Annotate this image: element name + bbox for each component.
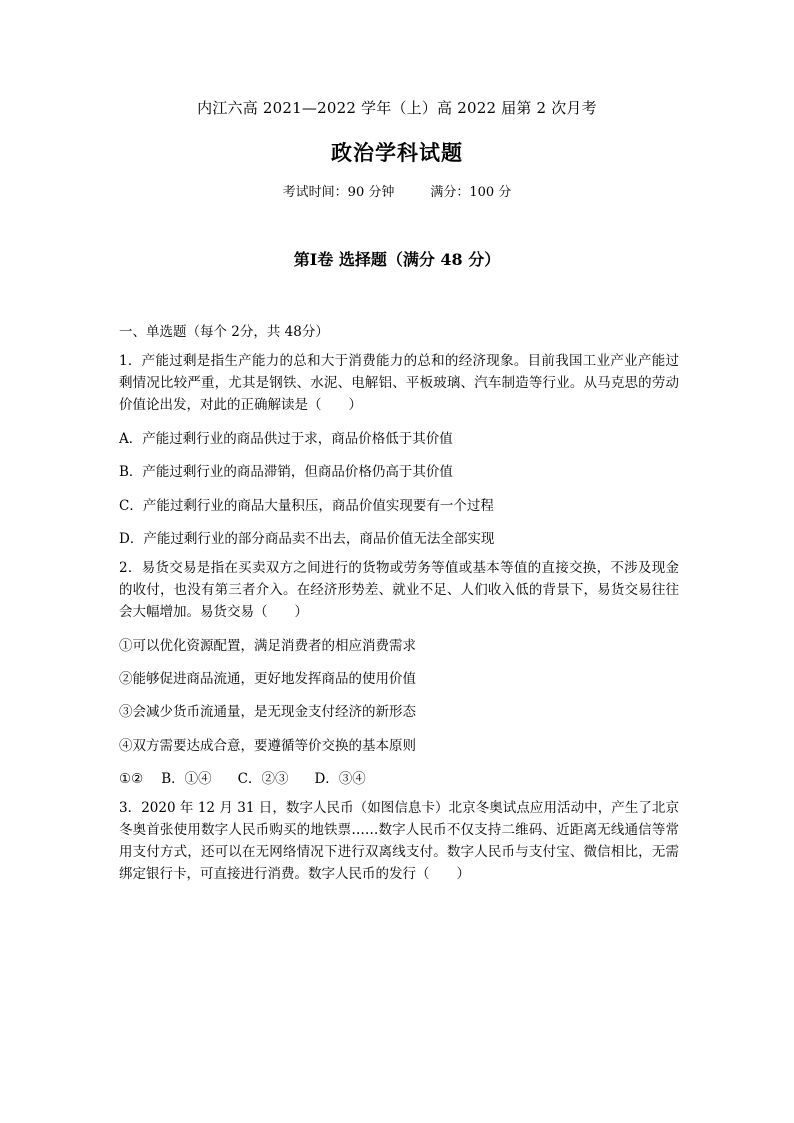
question-2-choice-a: ①② <box>119 771 144 787</box>
question-1-option-b: B．产能过剩行业的商品滞销，但商品价格仍高于其价值 <box>119 464 453 480</box>
question-2-choice-c: C．②③ <box>237 771 289 787</box>
question-1-option-a: A．产能过剩行业的商品供过于求，商品价格低于其价值 <box>119 431 453 447</box>
exam-full-score: 满分：100 分 <box>430 185 512 200</box>
question-1-option-d: D．产能过剩行业的部分商品卖不出去，商品价值无法全部实现 <box>119 531 495 547</box>
question-3-stem: 3．2020 年 12 月 31 日，数字人民币（如图信息卡）北京冬奥试点应用活动中，产生了北京冬奥首张使用数字人民币购买的地铁票……数字人民币不仅支持二维码、近距离无线通信等常用支付方式，还可以在无网络情况下进行双离线支付。数字人民币与支付宝、微信相比，无需绑定银行卡，可直接进行消费。数字人民币的发行（ ） <box>119 800 679 882</box>
question-1-option-c: C．产能过剩行业的商品大量积压，商品价值实现要有一个过程 <box>119 498 494 514</box>
question-2-choice-b: B．①④ <box>161 771 212 787</box>
exam-info <box>0 181 794 200</box>
question-2-statement-3: ③会减少货币流通量，是无现金支付经济的新形态 <box>119 704 416 720</box>
subject-title: 政治学科试题 <box>331 140 463 165</box>
exam-header-line: 内江六高 2021—2022 学年（上）高 2022 届第 2 次月考 <box>197 99 597 117</box>
question-1-stem: 1．产能过剩是指生产能力的总和大于消费能力的总和的经济现象。目前我国工业产业产能过剩情况比较严重，尤其是钢铁、水泥、电解铝、平板玻璃、汽车制造等行业。从马克思的劳动价值论出发，对此的正确解读是（ ） <box>119 353 679 413</box>
exam-time: 考试时间：90 分钟 <box>282 185 395 200</box>
question-2-statement-1: ①可以优化资源配置，满足消费者的相应消费需求 <box>119 638 416 654</box>
question-2-statement-4: ④双方需要达成合意，要遵循等价交换的基本原则 <box>119 738 416 754</box>
question-2-choices <box>119 767 366 787</box>
section-title: 第Ⅰ卷 选择题（满分 48 分） <box>293 250 501 269</box>
question-2-statement-2: ②能够促进商品流通，更好地发挥商品的使用价值 <box>119 671 416 687</box>
question-2-stem: 2．易货交易是指在买卖双方之间进行的货物或劳务等值或基本等值的直接交换，不涉及现金的收付，也没有第三者介入。在经济形势差、就业不足、人们收入低的背景下，易货交易往往会大幅增加。易货交易（ ） <box>119 560 679 620</box>
question-2-choice-d: D．③④ <box>314 771 366 787</box>
part-label: 一、单选题（每个 2分，共 48分） <box>119 324 329 340</box>
